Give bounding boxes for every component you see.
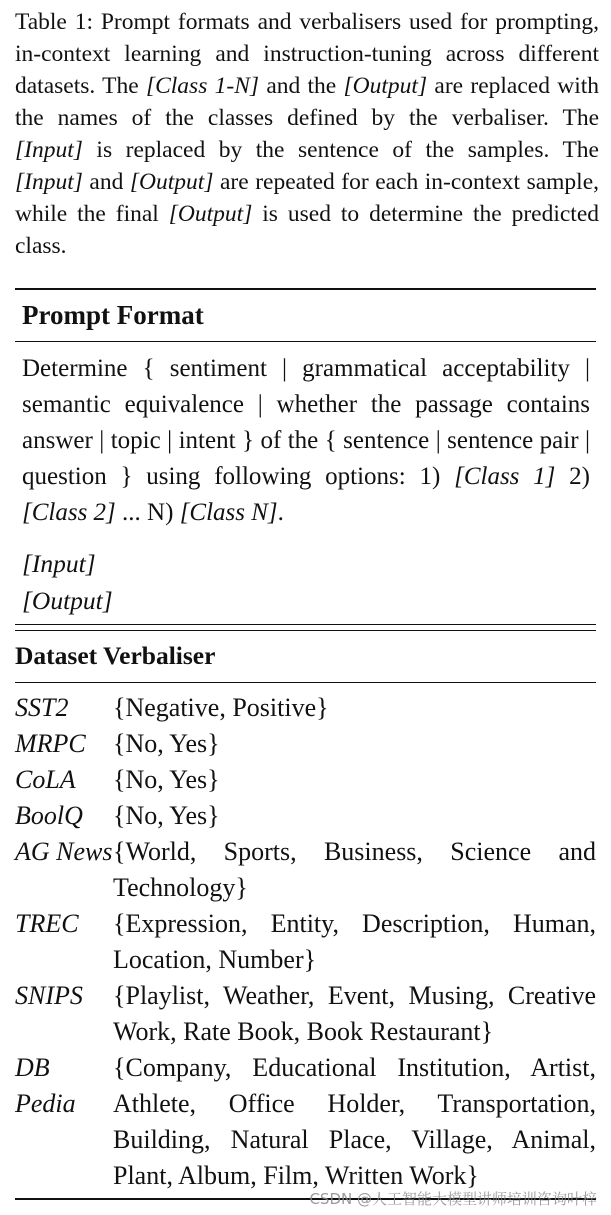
watermark-text: CSDN @人工智能大模型讲师培训咨询叶梓 <box>309 1190 597 1208</box>
verbaliser: {Company, Educational Institution, Artist, Athlete, Office Holder, Transportation, Building, Natural Place, Village, Animal, Plant, Album, Film, Written Work} <box>113 1053 596 1190</box>
dataset-name: BoolQ <box>15 801 83 830</box>
double-rule-lower <box>15 630 596 631</box>
top-rule <box>15 288 596 290</box>
header-rule <box>15 341 596 342</box>
prompt-format-text: Determine { sentiment | grammatical acceptability | semantic equivalence | whether the passage contains answer | topic | intent } of the { sentence | sentence pair | question } using following options: 1) [Class 1] 2) [Class 2] ... N) [Class N]. <box>22 355 590 526</box>
verbaliser: {Playlist, Weather, Event, Musing, Creative Work, Rate Book, Book Restaurant} <box>113 981 596 1046</box>
verbaliser: {World, Sports, Business, Science and Technology} <box>113 837 596 902</box>
prompt-format-header: Prompt Format <box>22 300 204 330</box>
dataset-name: MRPC <box>15 729 86 758</box>
verbaliser: {No, Yes} <box>113 801 220 830</box>
output-placeholder-token: [Output] <box>343 73 428 99</box>
class-placeholder-token: [Class 1-N] <box>145 73 260 99</box>
dataset-name: SNIPS <box>15 981 83 1010</box>
dataset-header-rule <box>15 682 596 683</box>
verbaliser: {No, Yes} <box>113 765 220 794</box>
verbaliser: {No, Yes} <box>113 729 220 758</box>
verbaliser: {Expression, Entity, Description, Human, Location, Number} <box>113 909 596 974</box>
dataset-table <box>15 690 596 1194</box>
output-placeholder-token: [Output] <box>168 201 253 227</box>
dataset-verbaliser-header: Dataset Verbaliser <box>15 641 216 670</box>
input-placeholder-token: [Input] <box>15 169 83 195</box>
input-placeholder-token: [Input] <box>15 137 83 163</box>
dataset-name: TREC <box>15 909 79 938</box>
input-placeholder: [Input] <box>22 549 96 578</box>
dataset-name: CoLA <box>15 765 76 794</box>
prompt-io-lines <box>22 545 113 619</box>
output-placeholder: [Output] <box>22 586 113 615</box>
verbaliser: {Negative, Positive} <box>113 693 329 722</box>
output-placeholder-token: [Output] <box>129 169 214 195</box>
dataset-name: DB Pedia <box>15 1053 76 1118</box>
double-rule-upper <box>15 624 596 625</box>
dataset-name: AG News <box>15 837 113 866</box>
dataset-name: SST2 <box>15 693 69 722</box>
table-caption: Table 1: Prompt formats and verbalisers used for prompting, in-context learning and instruction-tuning across different datasets. The [Class 1-N] and the [Output] are replaced with the names of the classes defined by the verbaliser. The [Input] is replaced by the sentence of the samples. The [Input] and [Output] are repeated for each in-context sample, while the final [Output] is used to determine the predicted class. <box>15 9 600 259</box>
